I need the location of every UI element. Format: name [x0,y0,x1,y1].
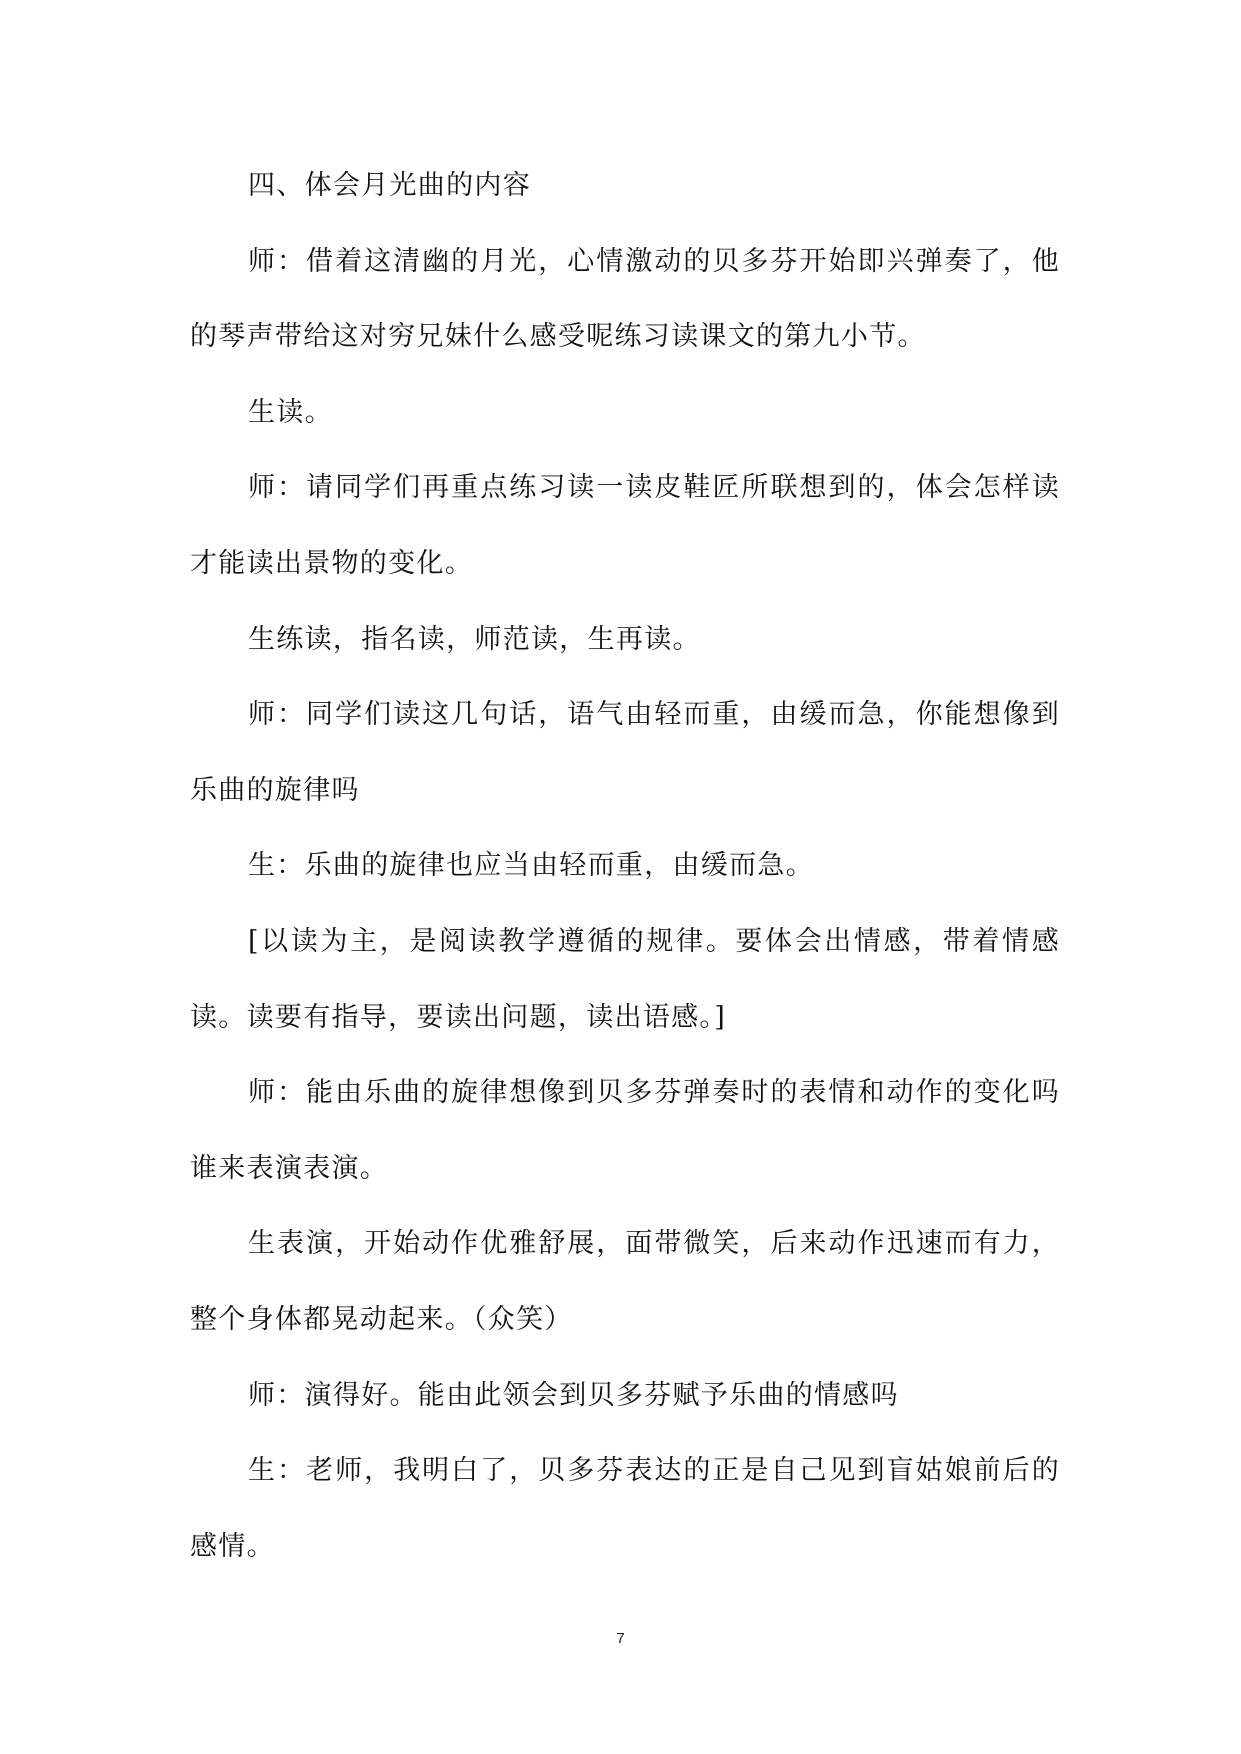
paragraph: 生：乐曲的旋律也应当由轻而重，由缓而急。 [248,850,814,882]
paragraph: 生练读，指名读，师范读，生再读。 [248,623,701,655]
section-heading: 四、体会月光曲的内容 [248,170,531,201]
paragraph: 师：借着这清幽的月光，心情激动的贝多芬开始即兴弹奏了，他的琴声带给这对穷兄妹什么感受呢练习读课文的第九小节。 [190,245,1060,353]
paragraph: 生：老师，我明白了，贝多芬表达的正是自己见到盲姑娘前后的感情。 [190,1455,1060,1562]
annotation-paragraph: [以读为主，是阅读教学遵循的规律。要体会出情感，带着情感读。读要有指导，要读出问题，读出语感。] [190,925,1060,1033]
paragraph: 师：能由乐曲的旋律想像到贝多芬弹奏时的表情和动作的变化吗谁来表演表演。 [190,1077,1060,1184]
paragraph: 生读。 [248,396,333,428]
paragraph: 师：同学们读这几句话，语气由轻而重，由缓而急，你能想像到乐曲的旋律吗 [190,699,1060,806]
document-body [190,148,1060,1584]
page-number: 7 [616,1630,625,1647]
paragraph: 生表演，开始动作优雅舒展，面带微笑，后来动作迅速而有力，整个身体都晃动起来。（众笑） [190,1228,1060,1335]
paragraph: 师：请同学们再重点练习读一读皮鞋匠所联想到的，体会怎样读才能读出景物的变化。 [190,472,1060,579]
paragraph: 师：演得好。能由此领会到贝多芬赋予乐曲的情感吗 [248,1379,899,1411]
